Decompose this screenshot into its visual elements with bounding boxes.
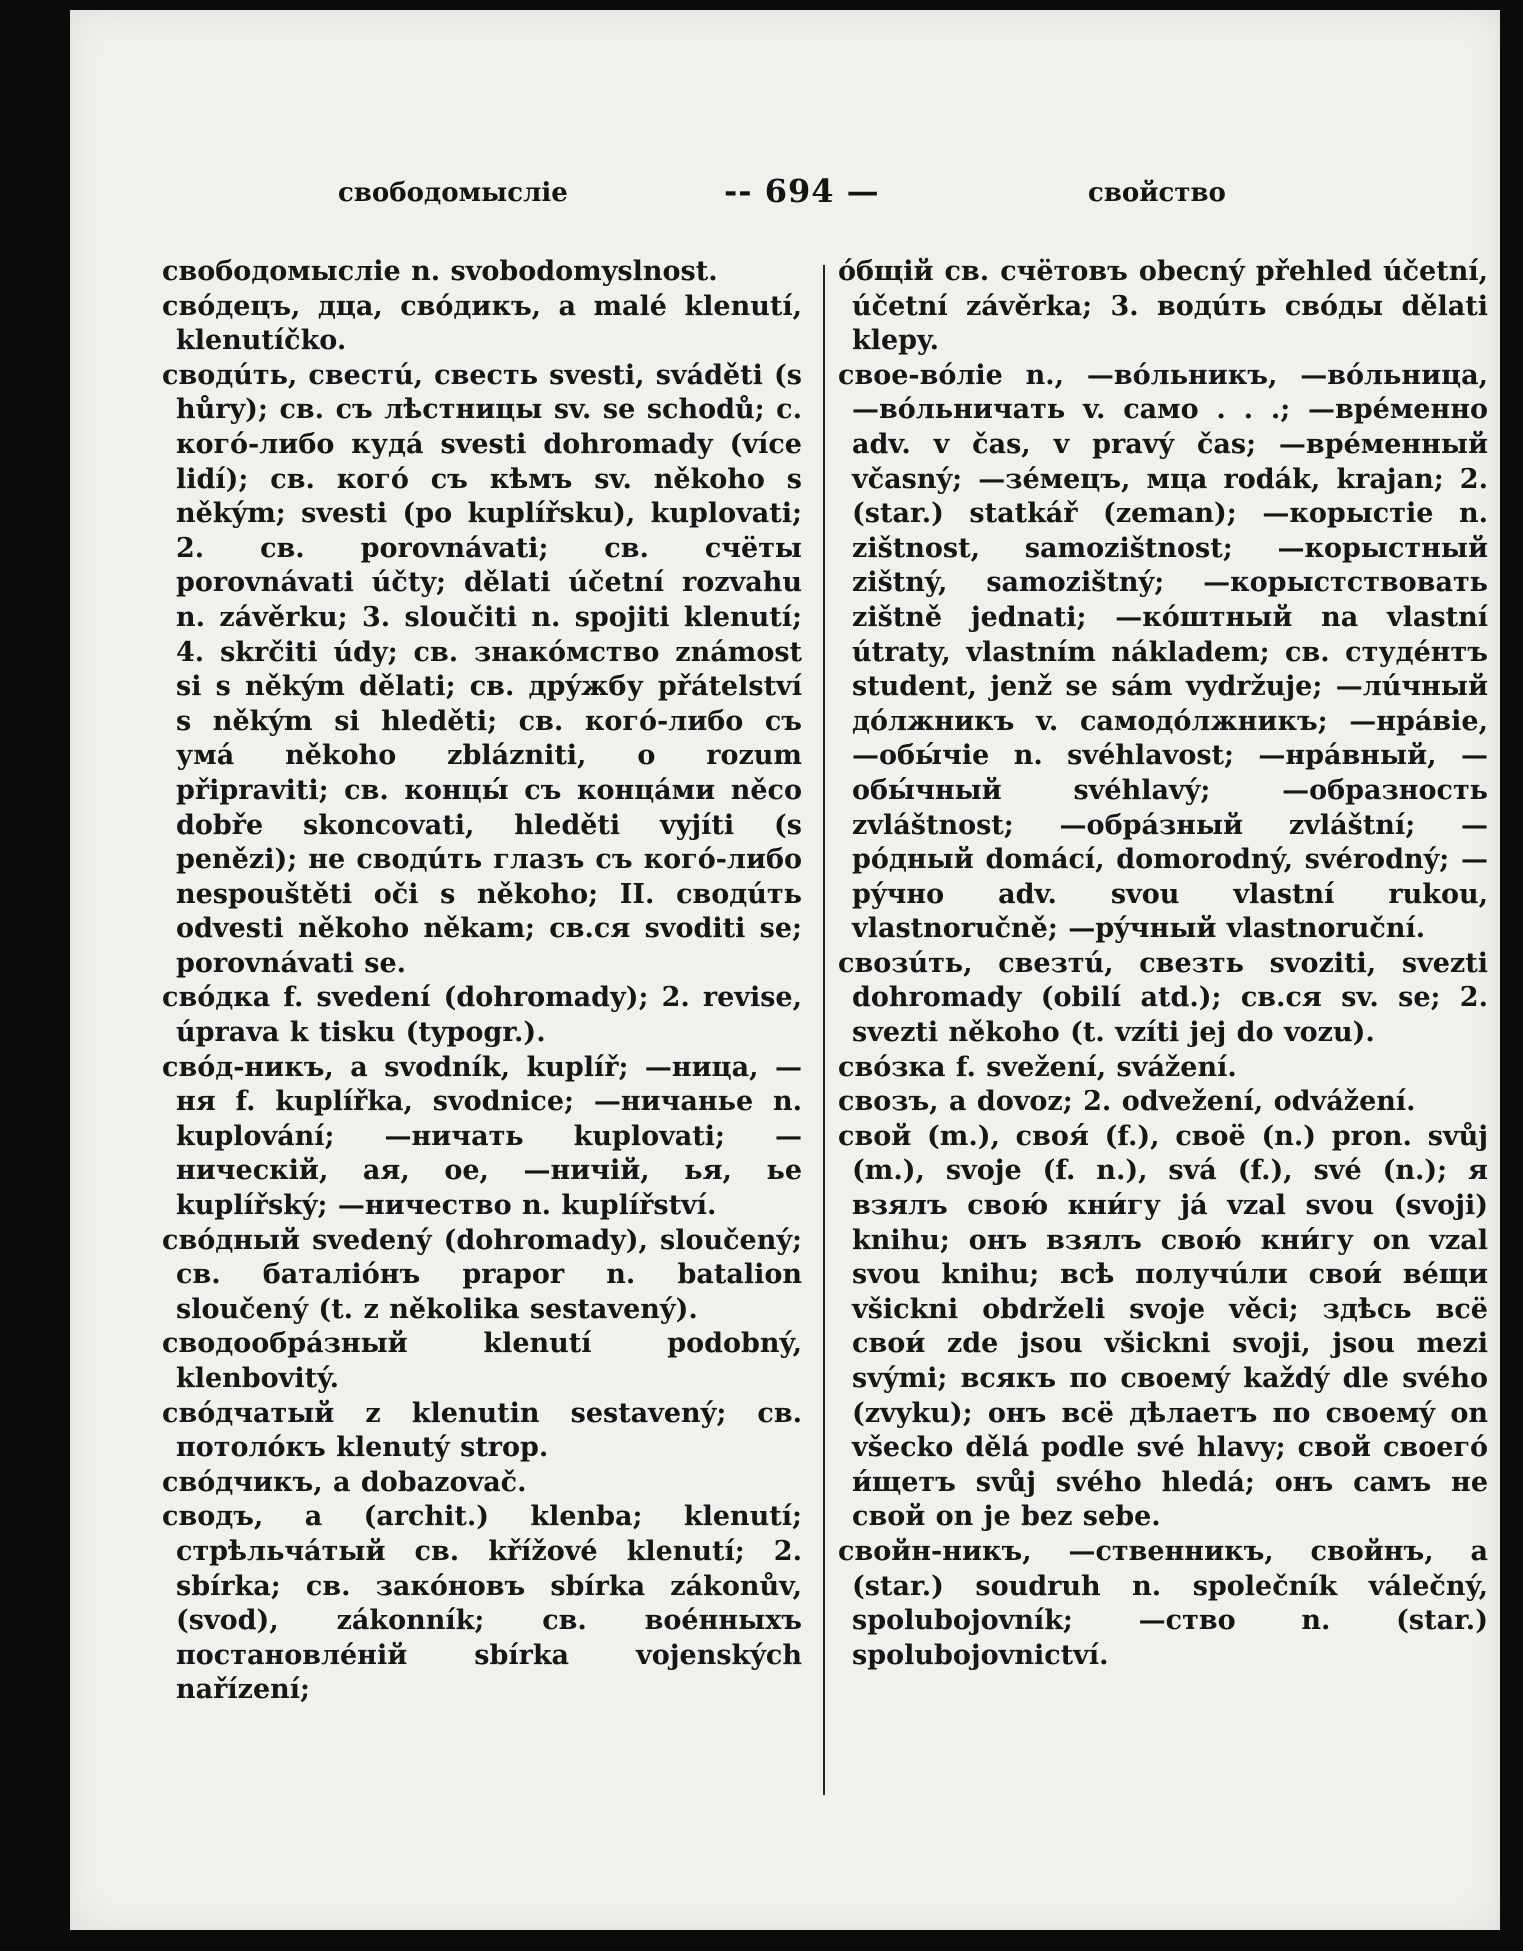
page-number: -- 694 —	[724, 172, 880, 210]
dictionary-entry: свóдчикъ, a dobazovač.	[162, 1466, 527, 1498]
dictionary-entry: свой (m.), своя́ (f.), своё (n.) pron. svůj (m.), svoje (f. n.), svá (f.), své (n.); я взялъ свою́ кни́гу já vzal svou (svoji) knihu; онъ взялъ свою́ кни́гу on vzal svou knihu; всѣ получúли свои́ вéщи všickni obdrželi svoje věci; здѣсь всё свои́ zde jsou všickni svoji, jsou mezi svými; всякъ по своемý každý dle svého (zvyku); онъ всё дѣлаетъ по своемý on všecko dělá podle své hlavy; свой своегó и́щетъ svůj svého hledá; онъ самъ не свой on je bez sebe.	[838, 1120, 1488, 1533]
right-column	[838, 255, 1488, 1825]
dictionary-entry: сводообрáзный klenutí podobný, klenbovitý.	[162, 1328, 802, 1394]
header-left-guide-word: свободомысліе	[338, 178, 568, 208]
dictionary-entry: óбщій св. счётовъ obecný přehled účetní, účetní závěrka; 3. водúть свóды dělati klepy.	[838, 256, 1488, 357]
dictionary-entry: сводúть, свестú, свесть svesti, sváděti (s hůry); св. съ лѣстницы sv. se schodů; c. когó-либо кудá svesti dohromady (více lidí); св. когó съ кѣмъ sv. někoho s někým; svesti (po kuplířsku), kuplovati; 2. св. porovnávati; св. счёты porovnávati účty; dělati účetní rozvahu n. závěrku; 3. sloučiti n. spojiti klenutí; 4. skrčiti údy; св. знакóмство známost si s někým dělati; св. дрýжбу přátelství s někým si hleděti; св. когó-либо съ умá někoho zblázniti, o rozum připraviti; св. концы́ съ концáми něco dobře skoncovati, hleděti vyjíti (s penězi); не сводúть глазъ съ когó-либо nespouštěti oči s někoho; II. сводúть odvesti někoho někam; св.ся svoditi se; porovnávati se.	[162, 359, 802, 979]
column-divider	[823, 265, 825, 1795]
dictionary-entry: свозúть, свезтú, свезть svoziti, svezti dohromady (obilí atd.); св.ся sv. se; 2. svezti někoho (t. vzíti jej do vozu).	[838, 947, 1488, 1049]
left-column	[162, 255, 802, 1825]
dictionary-entry: сводъ, a (archit.) klenba; klenutí; стрѣльчáтый св. křížové klenutí; 2. sbírka; св. закóновъ sbírka zákonův, (svod), zákonník; св. воéнныхъ постановлéній sbírka vojenských nařízení;	[162, 1501, 802, 1706]
dictionary-entry: свободомысліе n. svobodomyslnost.	[162, 256, 718, 287]
dictionary-entry: свóдецъ, дца, свóдикъ, a malé klenutí, klenutíčko.	[162, 290, 802, 357]
dictionary-entry: свойн-никъ, —ственникъ, свойнъ, a (star.) soudruh n. společník válečný, spolubojovník; —ство n. (star.) spolubojovnictví.	[838, 1535, 1488, 1671]
dictionary-entry: свóд-никъ, a svodník, kuplíř; —ница, —ня f. kuplířka, svodnice; —ничанье n. kuplování; —ничать kuplovati; —ническій, ая, ое, —ничій, ья, ье kuplířský; —ничество n. kuplířství.	[162, 1051, 802, 1222]
dictionary-entry: свóдка f. svedení (dohromady); 2. revise, úprava k tisku (typogr.).	[162, 982, 802, 1049]
header-right-guide-word: свойство	[1088, 178, 1226, 208]
dictionary-entry: свое-вóліе n., —вóльникъ, —вóльница, —вóльничать v. само . . .; —врéменно adv. v čas, v pravý čas; —врéменный včasný; —зéмецъ, мца rodák, krajan; 2. (star.) statkář (zeman); —корыстіе n. zištnost, samozištnost; —корыстный zištný, samozištný; —корыстствовать zištně jednati; —кóштный na vlastní útraty, vlastním nákladem; св. студéнтъ student, jenž se sám vydržuje; —лúчный дóлжникъ v. самодóлжникъ; —нрáвіе, —обы́чіе n. svéhlavost; —нрáвный, —обы́чный svéhlavý; —образность zvláštnost; —обрáзный zvláštní; —рóдный domácí, domorodný, svérodný; —рýчно adv. svou vlastní rukou, vlastnoručně; —рýчный vlastnoruční.	[838, 359, 1488, 945]
dictionary-entry: свóдчатый z klenutin sestavený; св. потолóкъ klenutý strop.	[162, 1397, 802, 1464]
dictionary-entry: свóдный svedený (dohromady), sloučený; св. баталіóнъ prapor n. batalion sloučený (t. z několika sestavený).	[162, 1224, 802, 1325]
dictionary-page	[70, 10, 1500, 1930]
dictionary-entry: свóзка f. svežení, svážení.	[838, 1051, 1237, 1083]
dictionary-entry: свозъ, a dovoz; 2. odvežení, odvážení.	[838, 1086, 1416, 1118]
page-header	[70, 172, 1500, 212]
